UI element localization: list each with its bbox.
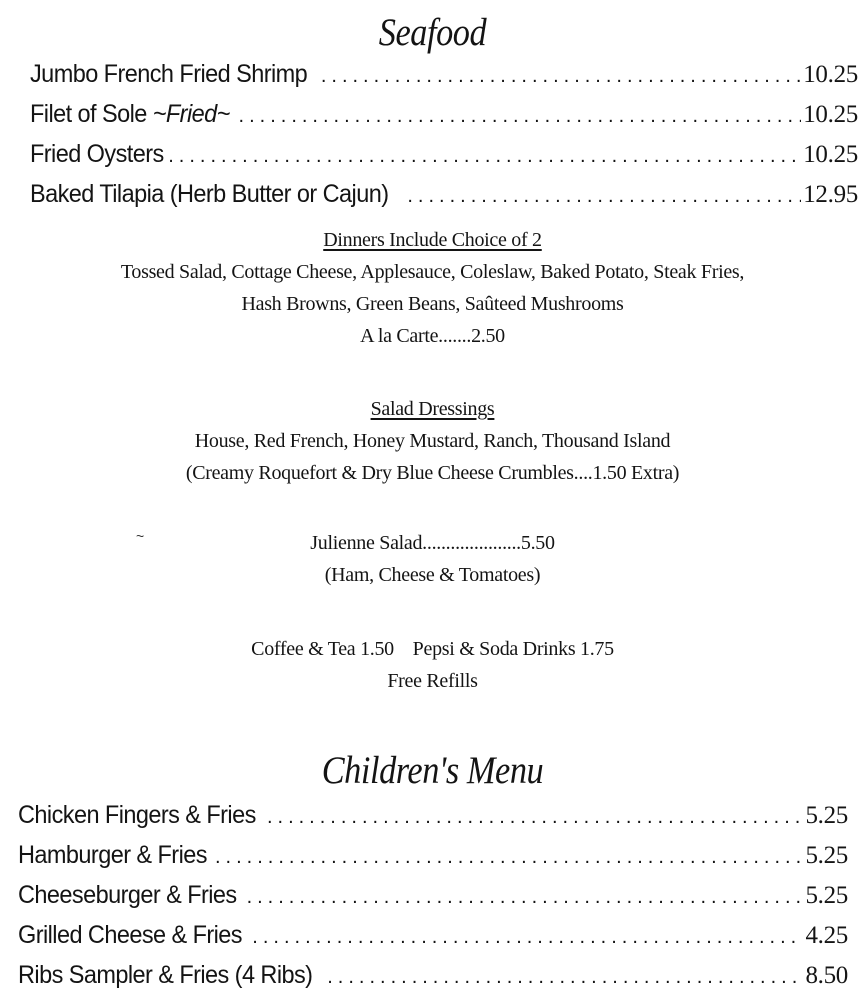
dinners-heading: Dinners Include Choice of 2 bbox=[323, 229, 542, 251]
menu-item-grilled-cheese bbox=[18, 915, 848, 955]
dinners-sides-line-2: Hash Browns, Green Beans, Saûteed Mushrooms bbox=[241, 293, 624, 315]
drinks-block bbox=[0, 633, 865, 697]
menu-item-name: Jumbo French Fried Shrimp bbox=[30, 60, 308, 88]
drinks-prices: Coffee & Tea 1.50 Pepsi & Soda Drinks 1.75 bbox=[251, 638, 614, 660]
free-refills: Free Refills bbox=[387, 670, 478, 692]
menu-item-name: Hamburger & Fries bbox=[18, 841, 207, 869]
seafood-list bbox=[30, 54, 858, 214]
menu-item-baked-tilapia bbox=[30, 174, 858, 214]
julienne-salad-price: Julienne Salad.....................5.50 bbox=[310, 532, 555, 554]
stray-mark: ~ bbox=[136, 528, 145, 544]
a-la-carte-price: A la Carte.......2.50 bbox=[360, 325, 505, 347]
dot-leader bbox=[215, 837, 803, 877]
menu-item-jumbo-shrimp bbox=[30, 54, 858, 94]
dot-leader bbox=[327, 957, 803, 997]
dot-leader bbox=[252, 917, 803, 957]
dinners-sides-line-1: Tossed Salad, Cottage Cheese, Applesauce, Coleslaw, Baked Potato, Steak Fries, bbox=[120, 261, 745, 283]
dinners-block bbox=[0, 224, 865, 352]
menu-item-name: Filet of Sole ~Fried~ bbox=[30, 100, 230, 128]
dot-leader bbox=[247, 877, 804, 917]
seafood-title: Seafood bbox=[378, 11, 487, 54]
dot-leader bbox=[407, 176, 801, 216]
menu-item-hamburger bbox=[18, 835, 848, 875]
menu-item-name: Chicken Fingers & Fries bbox=[18, 801, 256, 829]
menu-item-price: 12.95 bbox=[803, 181, 858, 208]
menu-item-price: 8.50 bbox=[805, 962, 848, 989]
menu-item-price: 10.25 bbox=[803, 101, 858, 128]
menu-item-price: 4.25 bbox=[805, 922, 848, 949]
childrens-menu-list bbox=[18, 795, 848, 995]
menu-item-name: Cheeseburger & Fries bbox=[18, 881, 237, 909]
menu-item-name: Ribs Sampler & Fries (4 Ribs) bbox=[18, 961, 313, 989]
menu-item-cheeseburger bbox=[18, 875, 848, 915]
dot-leader bbox=[239, 96, 802, 136]
menu-item-chicken-fingers bbox=[18, 795, 848, 835]
menu-item-price: 5.25 bbox=[805, 842, 848, 869]
menu-item-name: Grilled Cheese & Fries bbox=[18, 921, 242, 949]
julienne-salad-block bbox=[0, 527, 865, 591]
menu-item-filet-of-sole bbox=[30, 94, 858, 134]
menu-item-price: 10.25 bbox=[803, 61, 858, 88]
menu-item-price: 5.25 bbox=[805, 802, 848, 829]
salad-dressings-heading: Salad Dressings bbox=[370, 398, 495, 420]
childrens-menu-title: Children's Menu bbox=[321, 749, 544, 792]
salad-dressings-block bbox=[0, 393, 865, 489]
julienne-salad-description: (Ham, Cheese & Tomatoes) bbox=[324, 564, 541, 586]
menu-item-fried-oysters bbox=[30, 134, 858, 174]
salad-dressings-line-2: (Creamy Roquefort & Dry Blue Cheese Crumbles....1.50 Extra) bbox=[185, 462, 680, 484]
menu-item-name: Baked Tilapia (Herb Butter or Cajun) bbox=[30, 180, 389, 208]
menu-item-name: Fried Oysters bbox=[30, 140, 164, 168]
dot-leader bbox=[168, 136, 801, 176]
dot-leader bbox=[321, 56, 801, 96]
menu-item-name-italic: ~Fried~ bbox=[152, 100, 230, 128]
salad-dressings-line-1: House, Red French, Honey Mustard, Ranch, Thousand Island bbox=[194, 430, 671, 452]
menu-item-price: 10.25 bbox=[803, 141, 858, 168]
menu-item-ribs-sampler bbox=[18, 955, 848, 995]
menu-item-price: 5.25 bbox=[805, 882, 848, 909]
dot-leader bbox=[267, 797, 803, 837]
